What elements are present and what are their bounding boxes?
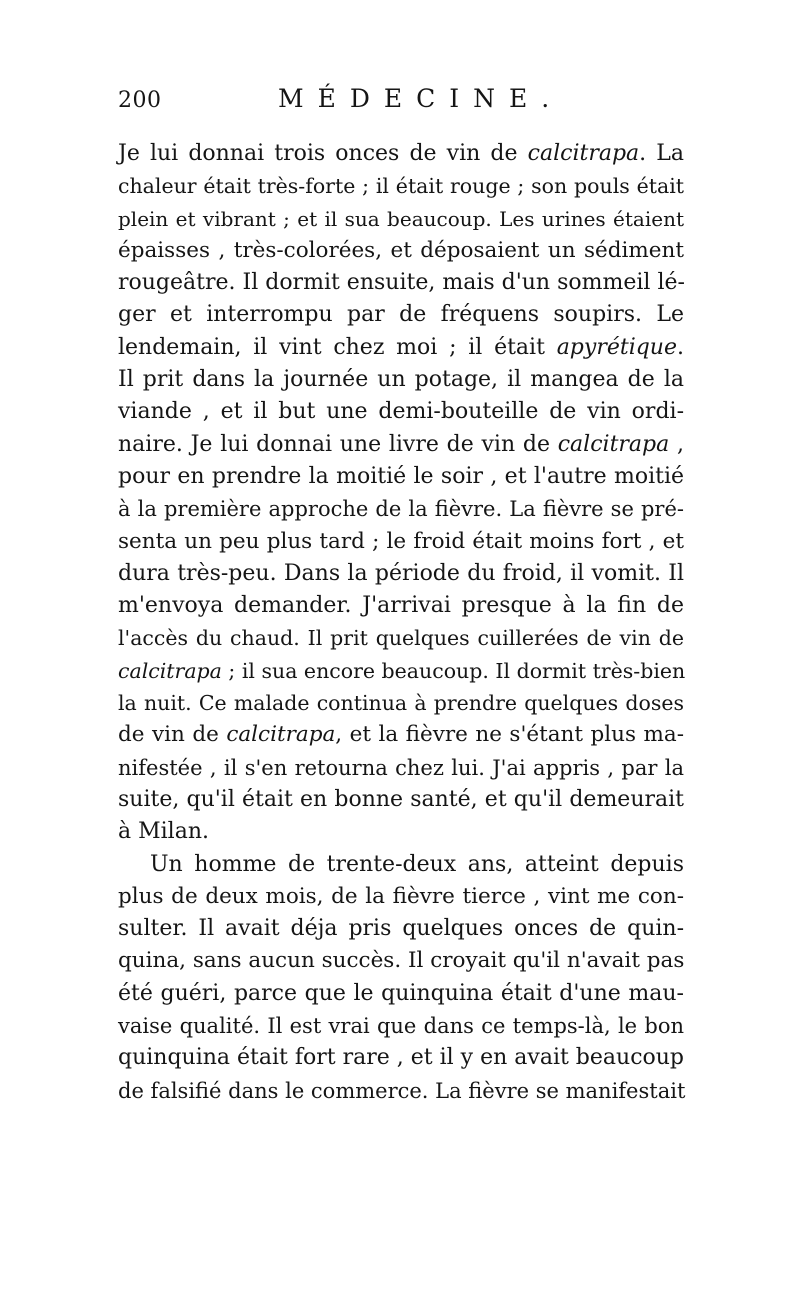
text-line: la nuit. Ce malade continua à prendre quelques doses (118, 691, 684, 716)
text-line: Je lui donnai trois onces de vin de calcitrapa. La (118, 141, 685, 166)
text-line: plein et vibrant ; et il sua beaucoup. Les urines étaient (118, 206, 684, 231)
text-line: vaise qualité. Il est vrai que dans ce temps-là, le bon (118, 1014, 684, 1039)
running-head (118, 82, 684, 122)
text-line: viande , et il but une demi-bouteille de vin ordi- (118, 399, 684, 425)
text-line: chaleur était très-forte ; il était rouge ; son pouls était (118, 174, 684, 199)
text-line: Il prit dans la journée un potage, il mangea de la (118, 367, 684, 393)
text-line: de vin de calcitrapa, et la fièvre ne s'étant plus ma- (118, 722, 684, 748)
text-line: ger et interrompu par de fréquens soupirs. Le (118, 302, 684, 328)
text-line: suite, qu'il était en bonne santé, et qu'il demeurait (118, 786, 684, 812)
text-line: l'accès du chaud. Il prit quelques cuillerées de vin de (118, 626, 684, 651)
text-line: été guéri, parce que le quinquina était d'une mau- (118, 980, 684, 1006)
text-line: Un homme de trente-deux ans, atteint depuis (150, 851, 684, 877)
text-line: m'envoya demander. J'arrivai presque à la fin de (118, 593, 684, 619)
text-line: rougeâtre. Il dormit ensuite, mais d'un sommeil lé- (118, 270, 685, 296)
text-line: quina, sans aucun succès. Il croyait qu'il n'avait pas (118, 948, 685, 974)
body-text (118, 138, 684, 1107)
page-number: 200 (118, 88, 162, 113)
running-title: MÉDECINE. (278, 84, 564, 113)
text-line: sulter. Il avait déja pris quelques onces de quin- (118, 916, 684, 942)
text-line: épaisses , très-colorées, et déposaient un sédiment (118, 237, 684, 263)
text-line: quinquina était fort rare , et il y en avait beaucoup (118, 1045, 685, 1071)
text-line: à Milan. (118, 819, 209, 845)
text-line: naire. Je lui donnai une livre de vin de calcitrapa , (118, 431, 684, 457)
text-line: pour en prendre la moitié le soir , et l'autre moitié (118, 463, 684, 489)
text-line: de falsifié dans le commerce. La fièvre se manifestait (118, 1078, 686, 1103)
text-line: calcitrapa ; il sua encore beaucoup. Il dormit très-bien (118, 658, 686, 683)
text-line: à la première approche de la fièvre. La fièvre se pré- (118, 497, 684, 522)
text-line: plus de deux mois, de la fièvre tierce , vint me con- (118, 883, 684, 909)
text-line: senta un peu plus tard ; le froid était moins fort , et (118, 528, 684, 554)
text-line: nifestée , il s'en retourna chez lui. J'ai appris , par la (118, 755, 684, 780)
text-line: dura très-peu. Dans la période du froid, il vomit. Il (118, 560, 684, 586)
text-line: lendemain, il vint chez moi ; il était apyrétique. (118, 334, 684, 360)
